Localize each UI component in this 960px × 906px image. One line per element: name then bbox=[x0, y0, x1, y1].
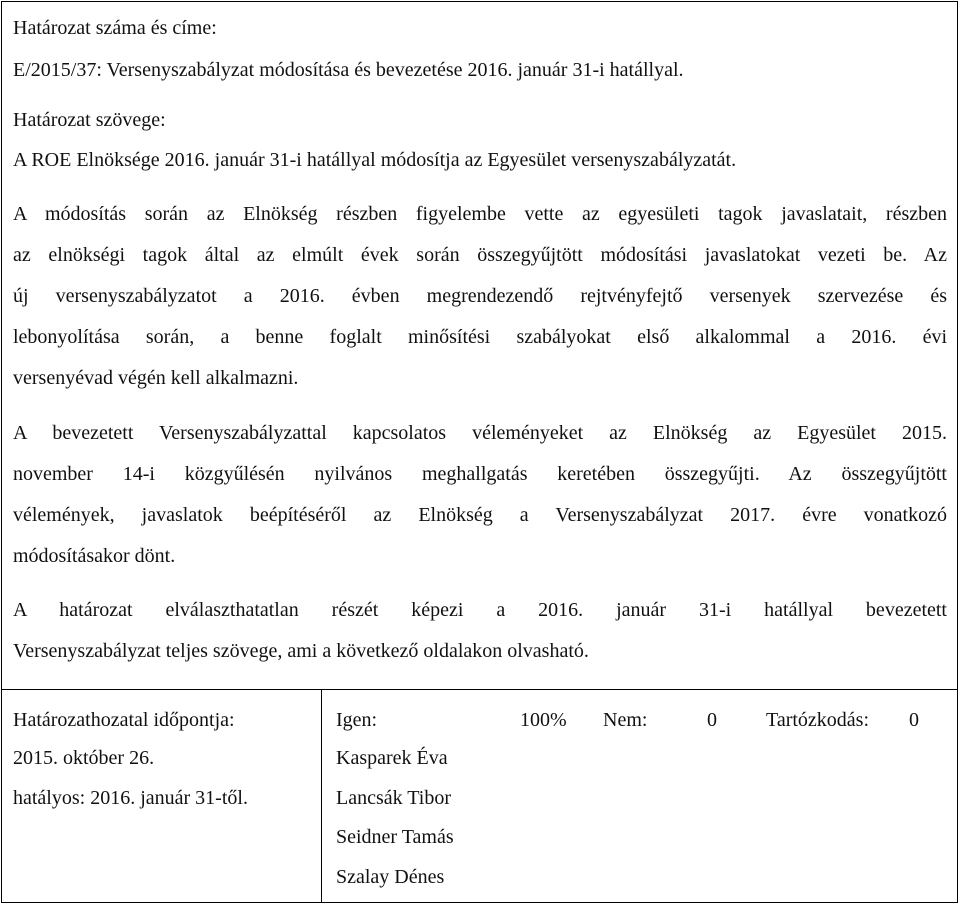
yes-percent: 100% bbox=[520, 709, 567, 731]
body-label: Határozat szövege: bbox=[13, 109, 166, 131]
no-value: 0 bbox=[707, 709, 717, 731]
paragraph3-line: Versenyszabályzat teljes szövege, ami a következő oldalakon olvasható. bbox=[13, 640, 589, 662]
abstain-value: 0 bbox=[909, 709, 919, 731]
paragraph2-line: november 14-i közgyűlésén nyilvános meghallgatás keretében összegyűjti. Az összegyűjtött bbox=[13, 463, 947, 485]
paragraph2-line: A bevezetett Versenyszabályzattal kapcsolatos véleményeket az Elnökség az Egyesület 2015. bbox=[13, 422, 947, 444]
paragraph2-line: módosításakor dönt. bbox=[13, 545, 176, 567]
voter-name: Kasparek Éva bbox=[336, 747, 448, 769]
no-label: Nem: bbox=[603, 709, 648, 731]
effective-date: hatályos: 2016. január 31-től. bbox=[13, 787, 248, 809]
abstain-label: Tartózkodás: bbox=[766, 709, 870, 731]
footer-divider bbox=[1, 689, 958, 690]
paragraph1-line: lebonyolítása során, a benne foglalt minősítési szabályokat első alkalommal a 2016. évi bbox=[13, 326, 947, 348]
paragraph1-line: új versenyszabályzatot a 2016. évben megrendezendő rejtvényfejtő versenyek szervezése és bbox=[13, 285, 947, 307]
paragraph1-line: az elnökségi tagok által az elmúlt évek során összegyűjtött módosítási javaslatokat vezeti be. Az bbox=[13, 244, 947, 266]
yes-label: Igen: bbox=[336, 709, 378, 731]
paragraph3-line: A határozat elválaszthatatlan részét képezi a 2016. január 31-i hatállyal bevezetett bbox=[13, 599, 947, 621]
column-divider bbox=[321, 689, 322, 903]
voter-name: Lancsák Tibor bbox=[336, 787, 451, 809]
voter-name: Seidner Tamás bbox=[336, 826, 454, 848]
date-value: 2015. október 26. bbox=[13, 747, 155, 769]
voter-name: Szalay Dénes bbox=[336, 866, 445, 888]
paragraph1-line: versenyévad végén kell alkalmazni. bbox=[13, 367, 299, 389]
paragraph2-line: vélemények, javaslatok beépítéséről az Elnökség a Versenyszabályzat 2017. évre vonatkozó bbox=[13, 504, 947, 526]
body-intro: A ROE Elnöksége 2016. január 31-i hatállyal módosítja az Egyesület versenyszabályzatát. bbox=[13, 149, 737, 171]
title-text: E/2015/37: Versenyszabályzat módosítása és bevezetése 2016. január 31-i hatállyal. bbox=[13, 59, 684, 81]
paragraph1-line: A módosítás során az Elnökség részben figyelembe vette az egyesületi tagok javaslatait, részben bbox=[13, 203, 947, 225]
date-label: Határozathozatal időpontja: bbox=[13, 709, 235, 731]
title-label: Határozat száma és címe: bbox=[13, 17, 217, 39]
